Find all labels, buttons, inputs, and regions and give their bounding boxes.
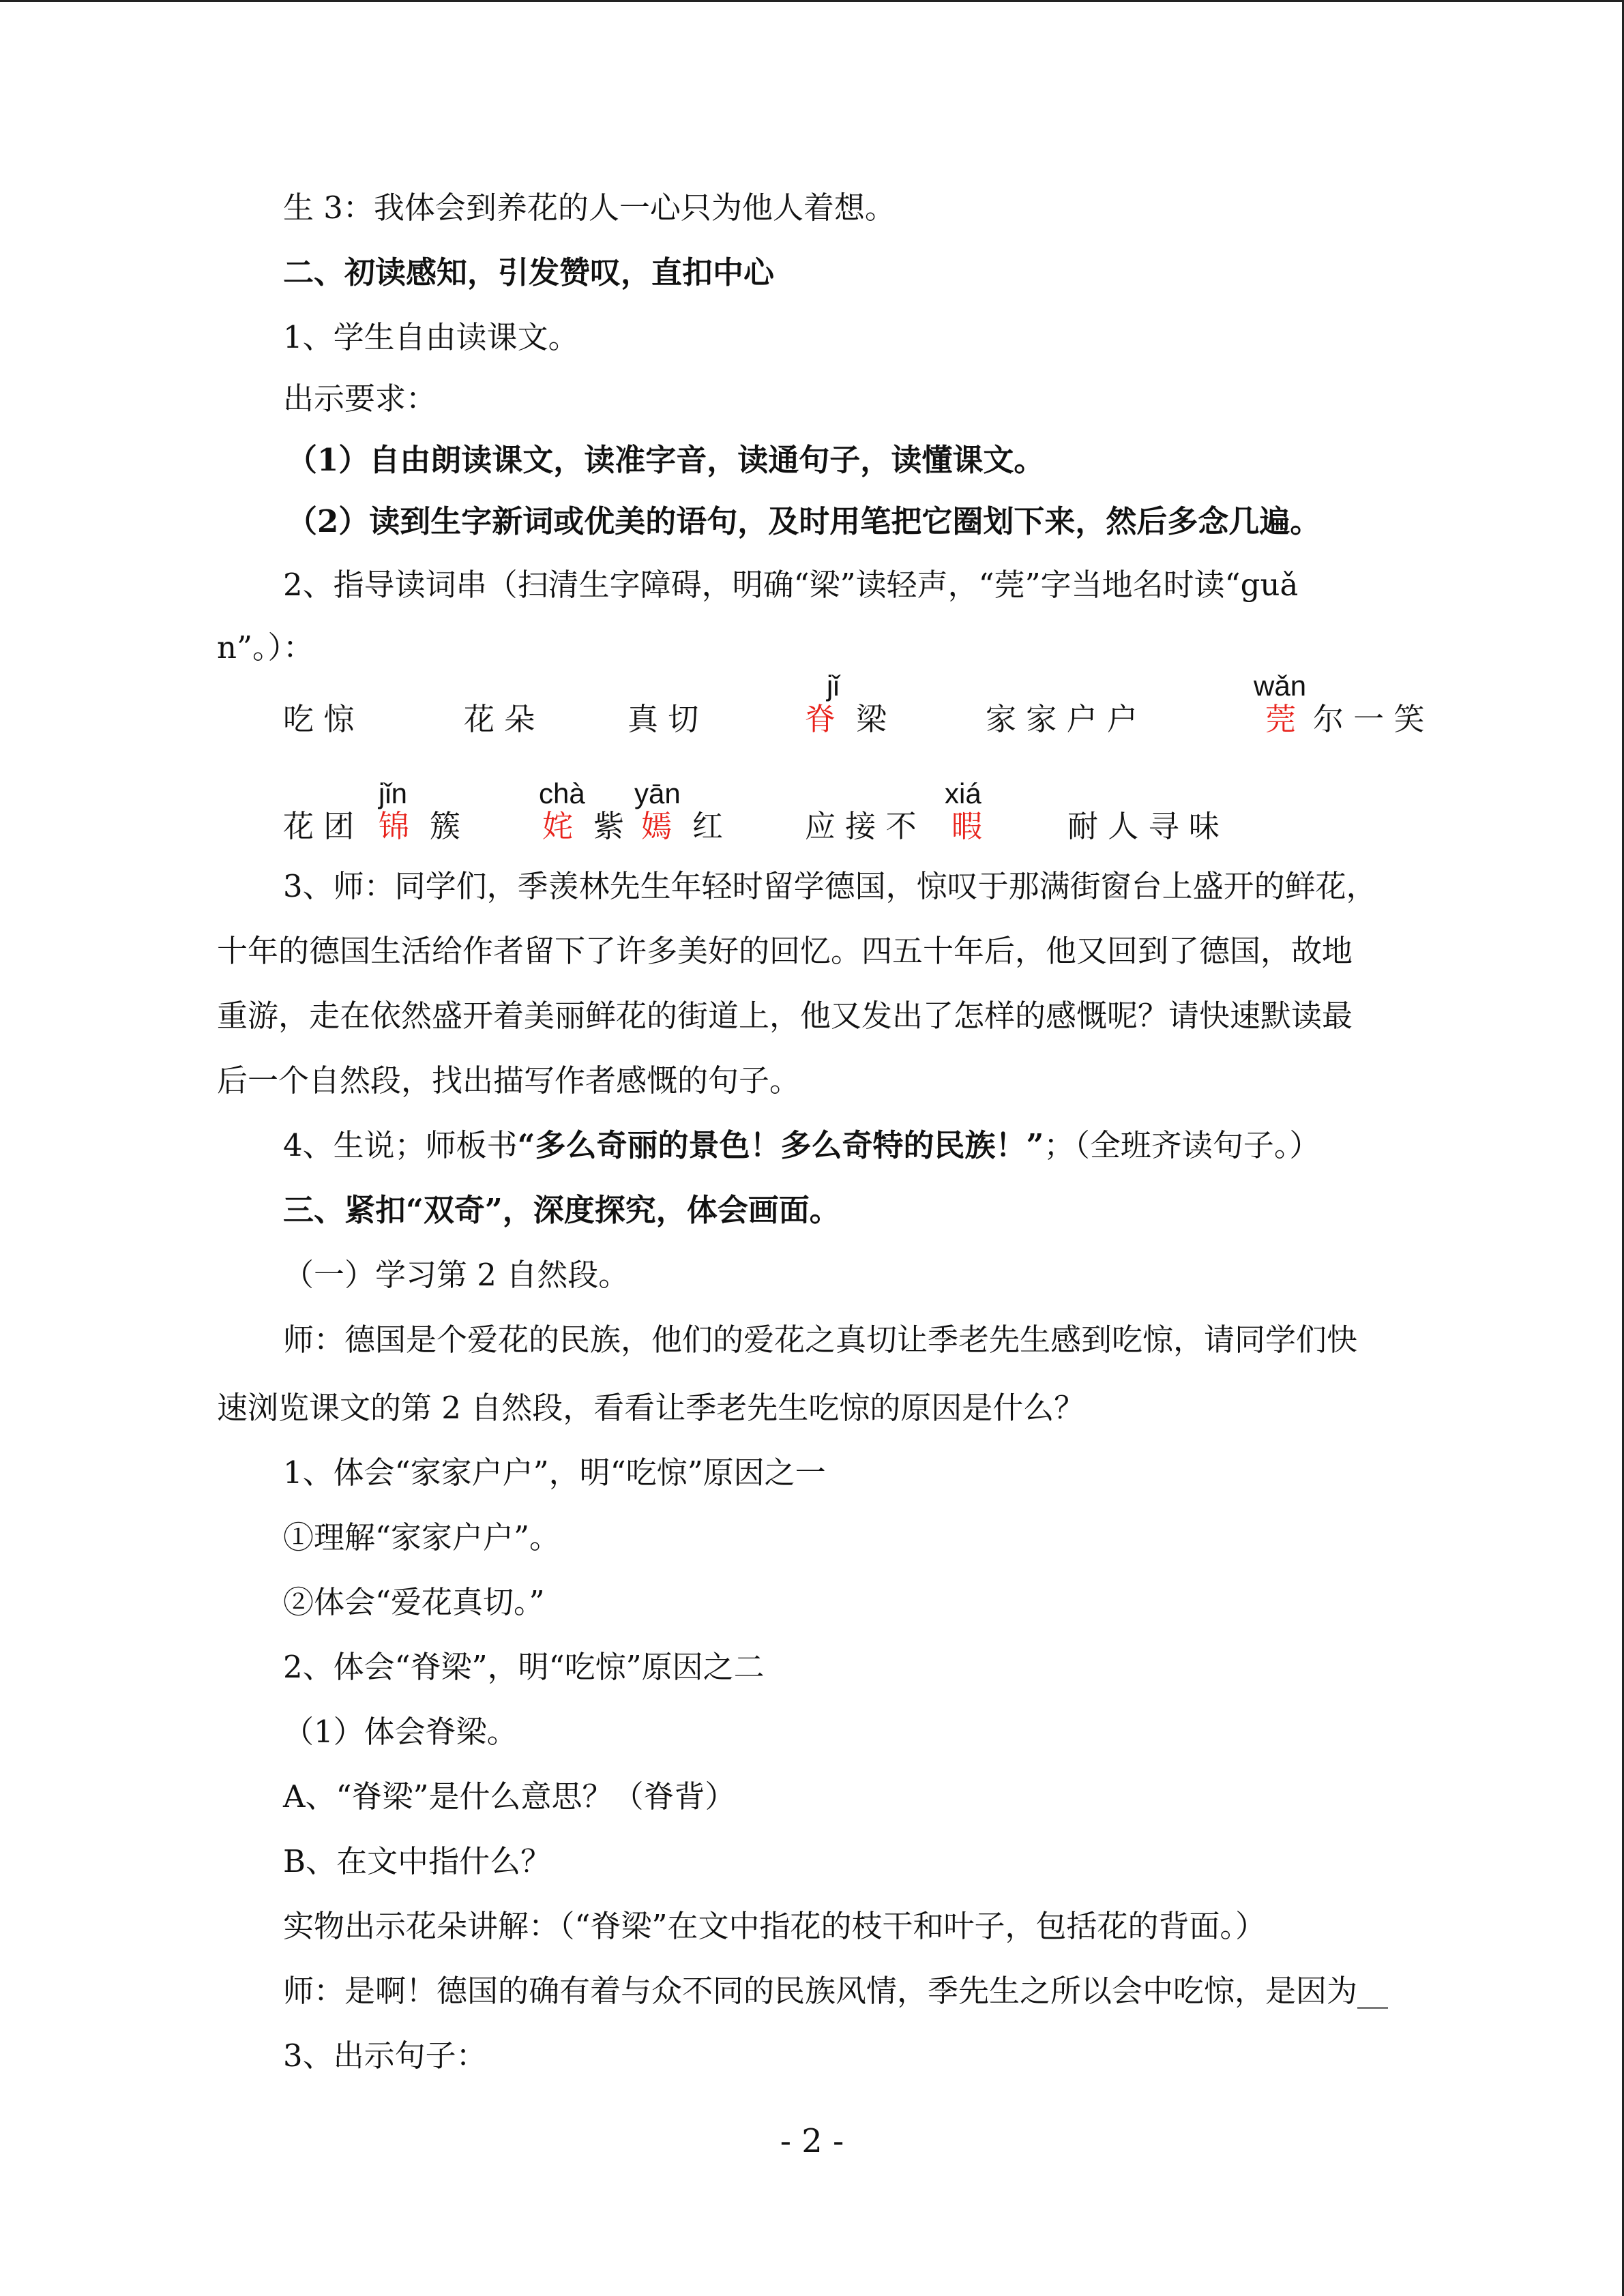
pinyin-annotation: jǐ	[827, 670, 840, 702]
pinyin-annotation: yān	[634, 777, 681, 809]
text-line: （1）体会脊梁。	[283, 1714, 518, 1750]
text-line: 1、体会“家家户户”，明“吃惊”原因之一	[283, 1455, 826, 1491]
vocab-word: 花 朵	[464, 701, 535, 737]
vocab-word: 耐 人 寻 味	[1067, 808, 1220, 844]
text-segment: 4、生说；师板书	[283, 1127, 518, 1163]
vocab-word: 真 切	[628, 701, 699, 737]
text-line: 师：是啊！德国的确有着与众不同的民族风情，季先生之所以会中吃惊，是因为__	[283, 1973, 1389, 2009]
vocab-word: 红	[692, 808, 724, 844]
text-line: 3、师：同学们，季羡林先生年轻时留学德国，惊叹于那满街窗台上盛开的鲜花，	[283, 868, 1377, 904]
text-line: 出示要求：	[283, 381, 437, 417]
new-character: 脊	[805, 701, 836, 737]
vocab-word: 梁	[856, 701, 887, 737]
pinyin-annotation: jǐn	[379, 777, 408, 809]
text-line: 2、体会“脊梁”，明“吃惊”原因之二	[283, 1649, 765, 1685]
text-line: 十年的德国生活给作者留下了许多美好的回忆。四五十年后，他又回到了德国，故地	[217, 933, 1353, 969]
new-character: 锦	[379, 808, 410, 844]
section-heading: 二、初读感知，引发赞叹，直扣中心	[283, 254, 775, 290]
text-line: （一）学习第 2 自然段。	[283, 1257, 630, 1293]
vocab-word: 尔 一 笑	[1313, 701, 1425, 737]
vocab-word: 簇	[430, 808, 461, 844]
page-border-top	[0, 0, 1624, 2]
pinyin-annotation: chà	[539, 777, 585, 809]
board-writing: “多么奇丽的景色！多么奇特的民族！”	[517, 1127, 1044, 1163]
pinyin-annotation: wǎn	[1254, 670, 1307, 702]
text-line: 速浏览课文的第 2 自然段，看看让季老先生吃惊的原因是什么？	[217, 1390, 1085, 1426]
vocab-word: 花 团	[283, 808, 355, 844]
vocab-word: 应 接 不	[805, 808, 917, 844]
text-line: 后一个自然段，找出描写作者感慨的句子。	[217, 1062, 801, 1099]
text-line: 重游，走在依然盛开着美丽鲜花的街道上，他又发出了怎样的感慨呢？请快速默读最	[217, 998, 1353, 1034]
vocab-word: 紫	[593, 808, 625, 844]
text-segment: ；（全班齐读句子。）	[1044, 1127, 1320, 1163]
requirement-item: （2）读到生字新词或优美的语句，及时用笔把它圈划下来，然后多念几遍。	[286, 503, 1321, 539]
vocab-word: 吃 惊	[283, 701, 355, 737]
text-line: 1、学生自由读课文。	[283, 319, 579, 355]
text-line: 实物出示花朵讲解：（“脊梁”在文中指花的枝干和叶子，包括花的背面。）	[283, 1908, 1267, 1944]
text-line: 生 3：我体会到养花的人一心只为他人着想。	[283, 190, 896, 226]
text-line: ②体会“爱花真切。”	[283, 1584, 545, 1620]
vocab-word: 家 家 户 户	[986, 701, 1138, 737]
new-character: 暇	[951, 808, 983, 844]
text-line: A、“脊梁”是什么意思？（脊背）	[283, 1778, 736, 1815]
new-character: 莞	[1265, 701, 1297, 737]
pinyin-annotation: xiá	[945, 777, 981, 809]
new-character: 嫣	[641, 808, 673, 844]
text-line: ①理解“家家户户”。	[283, 1519, 561, 1555]
requirement-item: （1）自由朗读课文，读准字音，读通句子，读懂课文。	[286, 442, 1045, 478]
text-line	[283, 1125, 1320, 1166]
text-line: 师：德国是个爱花的民族，他们的爱花之真切让季老先生感到吃惊，请同学们快	[283, 1322, 1358, 1358]
page-number: - 2 -	[780, 2122, 844, 2160]
text-line: 2、指导读词串（扫清生字障碍，明确“梁”读轻声，“莞”字当地名时读“guǎ	[283, 567, 1299, 603]
new-character: 姹	[542, 808, 574, 844]
text-line: B、在文中指什么？	[283, 1843, 552, 1879]
section-heading: 三、紧扣“双奇”，深度探究，体会画面。	[283, 1192, 840, 1228]
text-line: 3、出示句子：	[283, 2038, 487, 2074]
text-line: n”。）：	[217, 629, 314, 666]
